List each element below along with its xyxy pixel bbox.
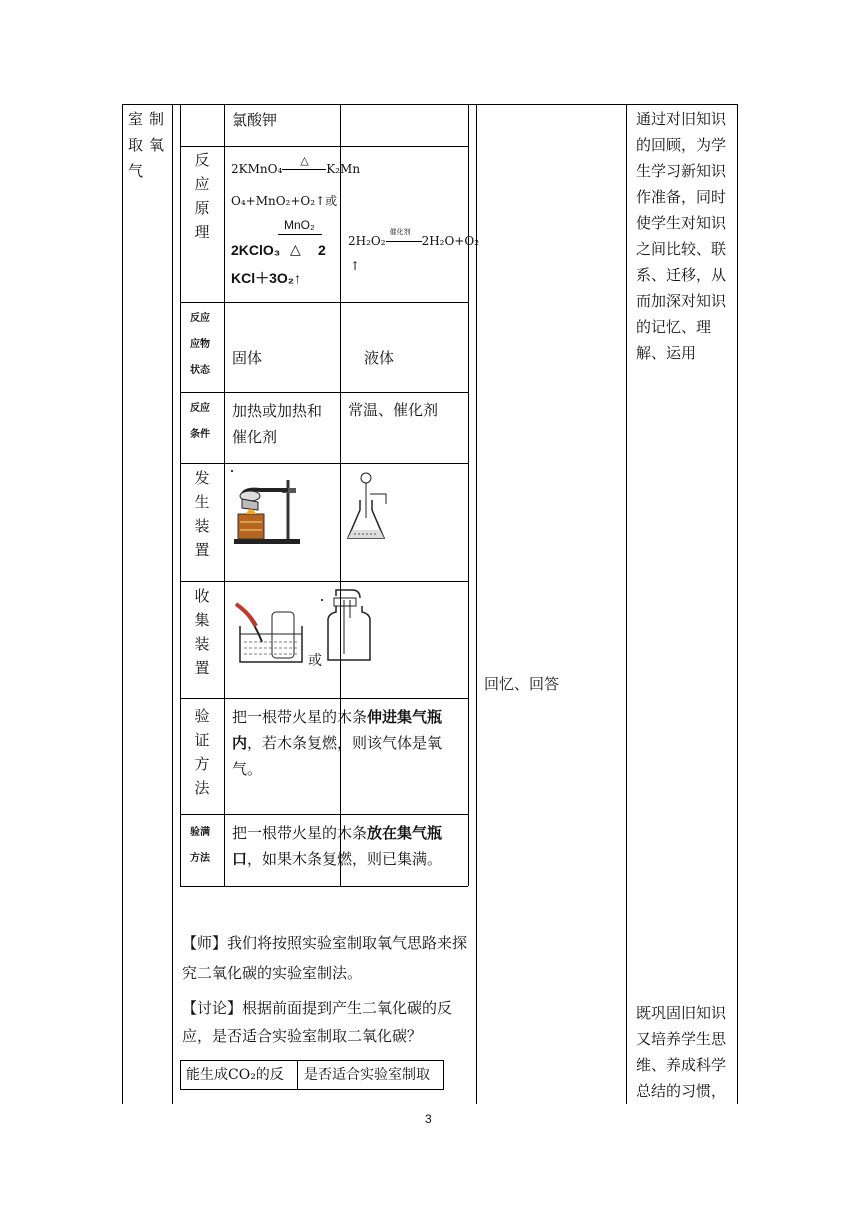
- verify-text-a: 把一根带火星的木条: [232, 708, 368, 726]
- verify-text-b: 伸进集气瓶内: [232, 708, 443, 752]
- condition-label: 反应条件: [190, 403, 210, 440]
- inner-right-border: [468, 104, 469, 886]
- reagent-kclo3: 氯酸钾: [232, 111, 278, 129]
- flask-apparatus-icon: [346, 470, 390, 546]
- eq3-bar: [386, 228, 422, 245]
- eq3-rhs: 2H₂O+O₂: [421, 234, 480, 248]
- col-divider-2: [476, 104, 477, 1104]
- eq3-lhs: 2H₂O₂: [348, 234, 386, 248]
- equation-kmno4: [231, 154, 361, 176]
- full-label: 验满方法: [190, 827, 210, 864]
- design-intent-1: 通过对旧知识的回顾，为学生学习新知识作准备，同时使学生对知识之间比较、联系、迁移，从而加深对知识的记忆、理解、运用: [636, 110, 727, 362]
- state-liquid: 液体: [364, 349, 395, 367]
- generator-label: 发生装置: [194, 469, 210, 559]
- collector-or: 或: [308, 653, 322, 669]
- inner-bottom-border: [180, 886, 468, 887]
- outer-top-border: [122, 104, 737, 105]
- collector-label: 收集装置: [194, 587, 210, 677]
- design-intent-2: 既巩固旧知识又培养学生思维、养成科学总结的习惯，: [636, 1004, 727, 1100]
- condition-room-temp: 常温、催化剂: [348, 401, 439, 419]
- full-text-c: ，如果木条复燃，则已集满。: [247, 850, 443, 868]
- gas-bottle-icon: [316, 586, 380, 664]
- eq2-rhs: KCl＋3O₂↑: [231, 270, 302, 286]
- outer-left-border: [122, 104, 123, 1104]
- eq1-bar: [282, 154, 326, 173]
- eq1-cond: △: [300, 154, 309, 167]
- inner-row-line: [180, 146, 468, 147]
- full-text-a: 把一根带火星的木条: [232, 824, 368, 842]
- inner-left-border: [180, 104, 181, 886]
- small-table-c2: 是否适合实验室制取: [304, 1067, 430, 1083]
- left-label: 室制取氧气: [128, 110, 171, 180]
- eq3-arrow: ↑: [350, 259, 361, 273]
- small-table-c1: 能生成CO₂的反: [186, 1067, 284, 1083]
- verify-text: [232, 704, 464, 782]
- eq1-line2: O₄+MnO₂+O₂↑或: [231, 194, 338, 208]
- inner-row-line: [180, 581, 468, 582]
- full-text: [232, 820, 464, 872]
- page-number: 3: [425, 1112, 432, 1126]
- condition-heat: 加热或加热和催化剂: [232, 402, 323, 446]
- outer-right-border: [737, 104, 738, 1104]
- eq1-rhs1: K₂Mn: [326, 162, 361, 176]
- water-trough-icon: [232, 596, 308, 668]
- state-solid: 固体: [232, 349, 263, 367]
- eq2-coef: 2: [318, 242, 326, 258]
- inner-row-line: [180, 463, 468, 464]
- inner-row-line: [180, 392, 468, 393]
- inner-row-line: [180, 698, 468, 699]
- eq2-bar: [278, 234, 322, 235]
- inner-row-line: [180, 302, 468, 303]
- teacher-paragraph: 【师】我们将按照实验室制取氧气思路来探究二氧化碳的实验室制法。: [182, 934, 468, 982]
- col-divider-1: [172, 104, 173, 1104]
- inner-col-1: [224, 104, 225, 886]
- verify-text-c: ，若木条复燃，则该气体是氧气。: [232, 734, 443, 778]
- small-table-divider: [297, 1060, 298, 1090]
- student-activity: 回忆、回答: [484, 675, 560, 693]
- principle-label: 反应原理: [194, 151, 210, 241]
- col-divider-3: [626, 104, 627, 1104]
- discussion-paragraph: 【讨论】根据前面提到产生二氧化碳的反应，是否适合实验室制取二氧化碳？: [182, 999, 453, 1045]
- full-text-b: 放在集气瓶口: [232, 824, 443, 868]
- equation-h2o2: [348, 228, 480, 248]
- eq2-catalyst: MnO₂: [284, 218, 315, 232]
- inner-row-line: [180, 814, 468, 815]
- eq2-cond: △: [290, 241, 301, 257]
- heating-apparatus-icon: [230, 466, 304, 548]
- state-label: 反应应物状态: [190, 313, 210, 376]
- eq2-lhs: 2KClO₃: [231, 242, 281, 258]
- eq1-lhs: 2KMnO₄: [231, 162, 283, 176]
- verify-label: 验证方法: [194, 707, 210, 797]
- eq3-cat: 催化剂: [389, 228, 411, 236]
